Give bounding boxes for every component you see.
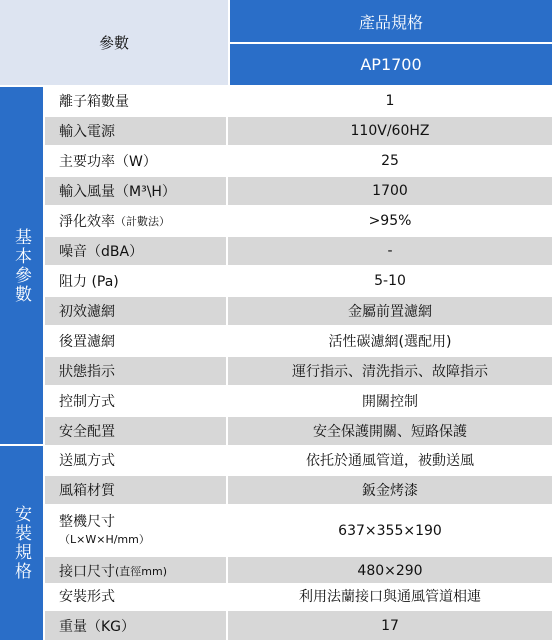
- row-value: 利用法蘭接口與通風管道相連: [299, 589, 481, 605]
- spec-row: [45, 583, 552, 609]
- row-value: 金屬前置濾網: [348, 304, 432, 320]
- param-header: 參數: [0, 0, 228, 85]
- row-label: 風箱材質: [45, 476, 228, 504]
- spec-row: [45, 297, 552, 325]
- row-label: 狀態指示: [45, 357, 228, 385]
- spec-row: [45, 327, 552, 355]
- row-value: 480×290: [357, 563, 423, 579]
- row-label: 送風方式: [45, 446, 228, 474]
- row-label: 重量（KG）: [45, 611, 228, 640]
- row-value: 110V/60HZ: [350, 123, 430, 139]
- row-value: 17: [381, 617, 399, 634]
- spec-row: [45, 611, 552, 640]
- row-label: 離子箱數量: [45, 87, 228, 115]
- row-value: 25: [381, 153, 399, 169]
- spec-row: [45, 87, 552, 115]
- product-spec-header: 產品規格: [230, 0, 552, 42]
- row-label: 後置濾網: [45, 327, 228, 355]
- spec-row: [45, 267, 552, 295]
- row-value: 依托於通風管道，被動送風: [306, 453, 474, 469]
- spec-row: [45, 357, 552, 385]
- spec-row: [45, 117, 552, 145]
- row-label: 輸入風量（M³\H）: [45, 177, 228, 205]
- row-value: 運行指示、清洗指示、故障指示: [292, 364, 488, 380]
- row-value: -: [387, 243, 393, 259]
- row-label: 安全配置: [45, 417, 228, 445]
- row-label: 初效濾網: [45, 297, 228, 325]
- spec-row: [45, 557, 552, 585]
- spec-row: [45, 506, 552, 555]
- spec-row: [45, 476, 552, 504]
- row-value: 1700: [372, 183, 408, 199]
- row-label: 輸入電源: [45, 117, 228, 145]
- row-value: 鈑金烤漆: [362, 483, 418, 499]
- spec-row: [45, 446, 552, 474]
- row-value: 637×355×190: [338, 522, 442, 539]
- spec-row: [45, 177, 552, 205]
- spec-row: [45, 147, 552, 175]
- row-label: 主要功率（W）: [45, 147, 228, 175]
- spec-row: [45, 237, 552, 265]
- spec-row: [45, 387, 552, 415]
- row-value: 安全保護開關、短路保護: [313, 424, 467, 440]
- model-header: AP1700: [230, 44, 552, 85]
- row-value: 1: [385, 93, 395, 109]
- row-label: 安裝形式: [45, 583, 228, 609]
- spec-row: [45, 207, 552, 235]
- spec-row: [45, 417, 552, 445]
- row-value: 5-10: [374, 273, 406, 289]
- group-basic-params: 基本參數: [0, 87, 43, 444]
- row-label: 整機尺寸 （L×W×H/mm）: [45, 506, 228, 555]
- row-value: 開關控制: [362, 394, 418, 410]
- row-label: 噪音（dBA）: [45, 237, 228, 265]
- row-label: 阻力 (Pa): [45, 267, 228, 295]
- row-label: 淨化效率 （計數法）: [45, 207, 228, 235]
- row-label: 接口尺寸 (直徑mm): [45, 557, 228, 585]
- row-value: >95%: [368, 213, 412, 229]
- row-value: 活性碳濾網(選配用): [328, 334, 452, 350]
- group-install-specs: 安裝規格: [0, 446, 43, 640]
- row-label: 控制方式: [45, 387, 228, 415]
